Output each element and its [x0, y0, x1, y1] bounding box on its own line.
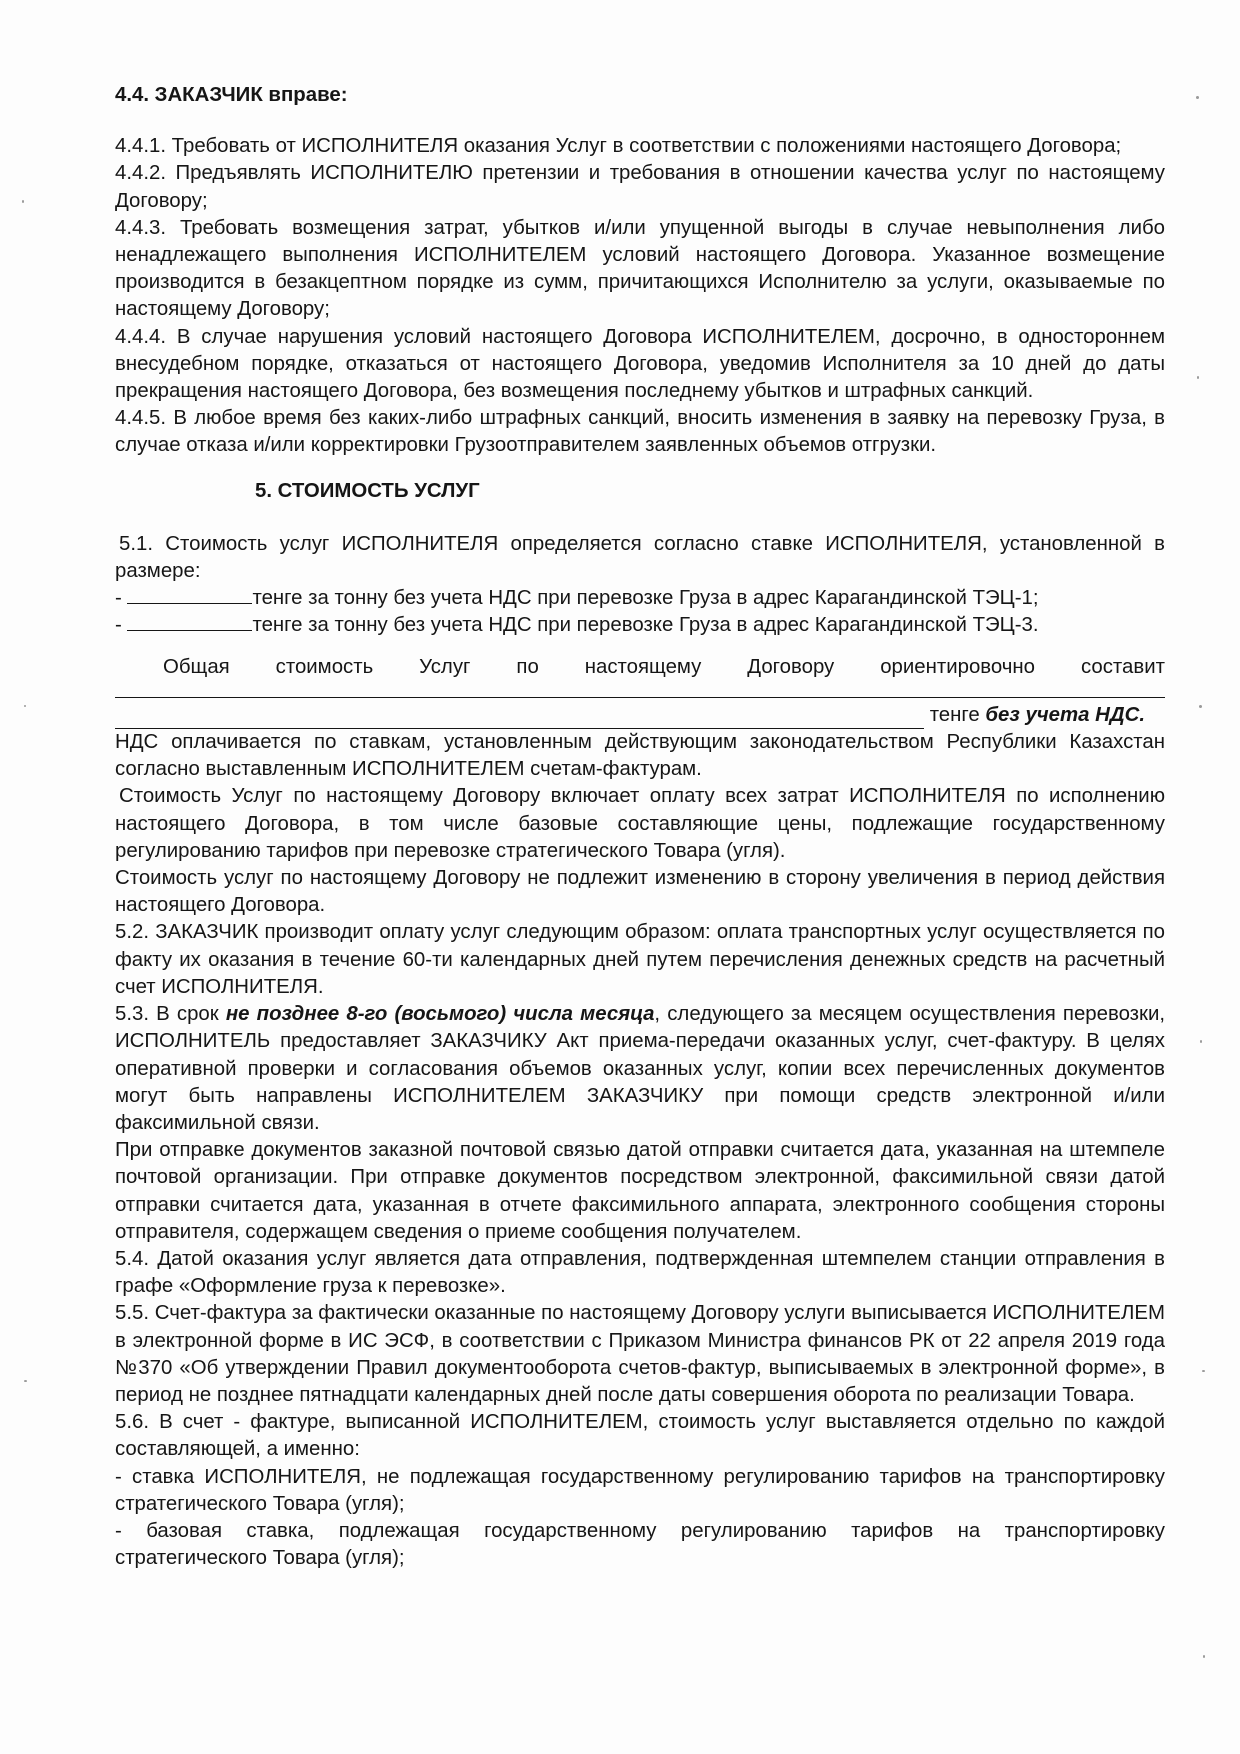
- total-amount-line: [115, 702, 1165, 729]
- clause-4-4-1: 4.4.1. Требовать от ИСПОЛНИТЕЛЯ оказания Услуг в соответствии с положениями настоящего Договора;: [115, 135, 1122, 158]
- total-word: Договору: [747, 655, 835, 678]
- scan-speck: [1203, 1655, 1205, 1658]
- clause-4-4-5: 4.4.5. В любое время без каких-либо штрафных санкций, вносить изменения в заявку на перевозку Груза, в случае отказа и/или корректировки Грузоотправителем заявленных объемов отгрузки.: [115, 407, 1165, 457]
- clause-5-3-deadline: не позднее 8-го (восьмого) числа месяца: [225, 1003, 655, 1026]
- clause-5-1: 5.1. Стоимость услуг ИСПОЛНИТЕЛЯ определяется согласно ставке ИСПОЛНИТЕЛЯ, установленной в размере:: [115, 532, 1165, 583]
- total-word: по: [516, 655, 539, 678]
- clause-5-2: 5.2. ЗАКАЗЧИК производит оплату услуг следующим образом: оплата транспортных услуг осуществляется по факту их оказания в течение 60-ти календарных дней путем перечисления денежных средств на расчетный счет ИСПОЛНИТЕЛЯ.: [115, 921, 1165, 998]
- clause-5-3-lead: 5.3. В срок: [115, 1003, 226, 1026]
- clause-4-4-2: 4.4.2. Предъявлять ИСПОЛНИТЕЛЮ претензии и требования в отношении качества услуг по настоящему Договору;: [115, 162, 1165, 212]
- clause-5-3-rest: , следующего за месяцем осуществления перевозки, ИСПОЛНИТЕЛЬ предоставляет ЗАКАЗЧИКУ Акт приема-передачи оказанных услуг, счет-фактуру. В целях оперативной проверки и согласования объемов оказанных услуг, копии всех перечисленных документов могут быть направлены ИСПОЛНИТЕЛЕМ ЗАКАЗЧИКУ при помощи средств электронной и/или факсимильной связи.: [115, 1003, 1166, 1134]
- clause-5-3: [115, 1001, 1165, 1137]
- rate-line-tec3: [115, 612, 1165, 639]
- clause-5-4: 5.4. Датой оказания услуг является дата отправления, подтвержденная штемпелем станции отправления в графе «Оформление груза к перевозке».: [115, 1247, 1165, 1298]
- rate-dash: -: [115, 587, 122, 610]
- scan-speck: [1200, 1040, 1202, 1043]
- total-amount-blank: [115, 708, 924, 729]
- clause-5-6-item: - ставка ИСПОЛНИТЕЛЯ, не подлежащая государственному регулированию тарифов на транспортировку стратегического Товара (угля);: [115, 1465, 1165, 1515]
- total-word: Общая: [163, 655, 230, 678]
- total-currency-text: [930, 702, 1165, 729]
- scan-speck: [1197, 376, 1199, 379]
- total-amount-blank-line: [115, 683, 1165, 698]
- clause-5-6: 5.6. В счет - фактуре, выписанной ИСПОЛНИТЕЛЕМ, стоимость услуг выставляется отдельно по каждой составляющей, а именно:: [115, 1411, 1165, 1461]
- total-cost-line: [115, 654, 1165, 681]
- total-word: ориентировочно: [880, 655, 1036, 678]
- total-currency: тенге: [929, 703, 986, 726]
- clause-5-6-item: - базовая ставка, подлежащая государственному регулированию тарифов на транспортировку стратегического Товара (угля);: [115, 1519, 1165, 1570]
- dispatch-paragraph: При отправке документов заказной почтовой связью датой отправки считается дата, указанная на штемпеле почтовой организации. При отправке документов посредством электронной, факсимильной связи датой отправки считается дата, указанная в отчете факсимильного аппарата, электронного сообщения стороны отправителя, содержащем сведения о приеме сообщения получателем.: [115, 1139, 1165, 1243]
- section-4-4-heading: 4.4. ЗАКАЗЧИК вправе:: [115, 84, 348, 106]
- section-5-heading: 5. СТОИМОСТЬ УСЛУГ: [255, 479, 480, 502]
- scan-speck: [24, 1380, 27, 1382]
- clause-5-5: 5.5. Счет-фактура за фактически оказанные по настоящему Договору услуги выписывается ИСПОЛНИТЕЛЕМ в электронной форме в ИС ЭСФ, в соответствии с Приказом Министра финансов РК от 22 апреля 2019 года №370 «Об утверждении Правил документооборота счетов-фактур, выписываемых в электронной форме», в период не позднее пятнадцати календарных дней после даты совершения оборота по реализации Товара.: [115, 1302, 1165, 1406]
- section-4-4-list: [115, 133, 1165, 459]
- total-word: стоимость: [275, 655, 374, 678]
- includes-paragraph: Стоимость Услуг по настоящему Договору включает оплату всех затрат ИСПОЛНИТЕЛЯ по исполнению настоящего Договора, в том числе базовые составляющие цены, подлежащие государственному регулированию тарифов при перевозке стратегического Товара (угля).: [115, 785, 1165, 862]
- total-vat-note: без учета НДС.: [985, 703, 1145, 726]
- clause-4-4-3: 4.4.3. Требовать возмещения затрат, убытков и/или упущенной выгоды в случае невыполнения либо ненадлежащего выполнения ИСПОЛНИТЕЛЕМ условий настоящего Договора. Указанное возмещение производится в безакцептном порядке из сумм, причитающихся Исполнителю за услуги, оказываемые по настоящему Договору;: [115, 216, 1165, 321]
- rate-blank-field: [127, 612, 252, 631]
- rate-dash: -: [115, 614, 122, 637]
- rate-line-text: тенге за тонну без учета НДС при перевозке Груза в адрес Карагандинской ТЭЦ-3.: [252, 614, 1039, 637]
- rate-blank-field: [127, 585, 252, 604]
- total-word: Услуг: [419, 655, 471, 678]
- scan-speck: [1199, 705, 1202, 708]
- scan-speck: [1196, 96, 1199, 99]
- scan-speck: [1202, 1370, 1205, 1372]
- scan-speck: [24, 705, 26, 707]
- rate-line-tec1: [115, 585, 1165, 612]
- fixed-price-paragraph: Стоимость услуг по настоящему Договору не подлежит изменению в сторону увеличения в период действия настоящего Договора.: [115, 867, 1165, 917]
- document-body: [115, 82, 1165, 1572]
- clause-4-4-4: 4.4.4. В случае нарушения условий настоящего Договора ИСПОЛНИТЕЛЕМ, досрочно, в одностороннем внесудебном порядке, отказаться от настоящего Договора, уведомив Исполнителя за 10 дней до даты прекращения настоящего Договора, без возмещения последнему убытков и штрафных санкций.: [115, 325, 1165, 403]
- vat-paragraph: НДС оплачивается по ставкам, установленным действующим законодательством Республики Казахстан согласно выставленным ИСПОЛНИТЕЛЕМ счетам-фактурам.: [115, 731, 1165, 781]
- rate-line-text: тенге за тонну без учета НДС при перевозке Груза в адрес Карагандинской ТЭЦ-1;: [252, 587, 1039, 610]
- total-word: составит: [1080, 655, 1165, 678]
- scan-speck: [22, 200, 24, 203]
- total-word: настоящему: [584, 655, 702, 678]
